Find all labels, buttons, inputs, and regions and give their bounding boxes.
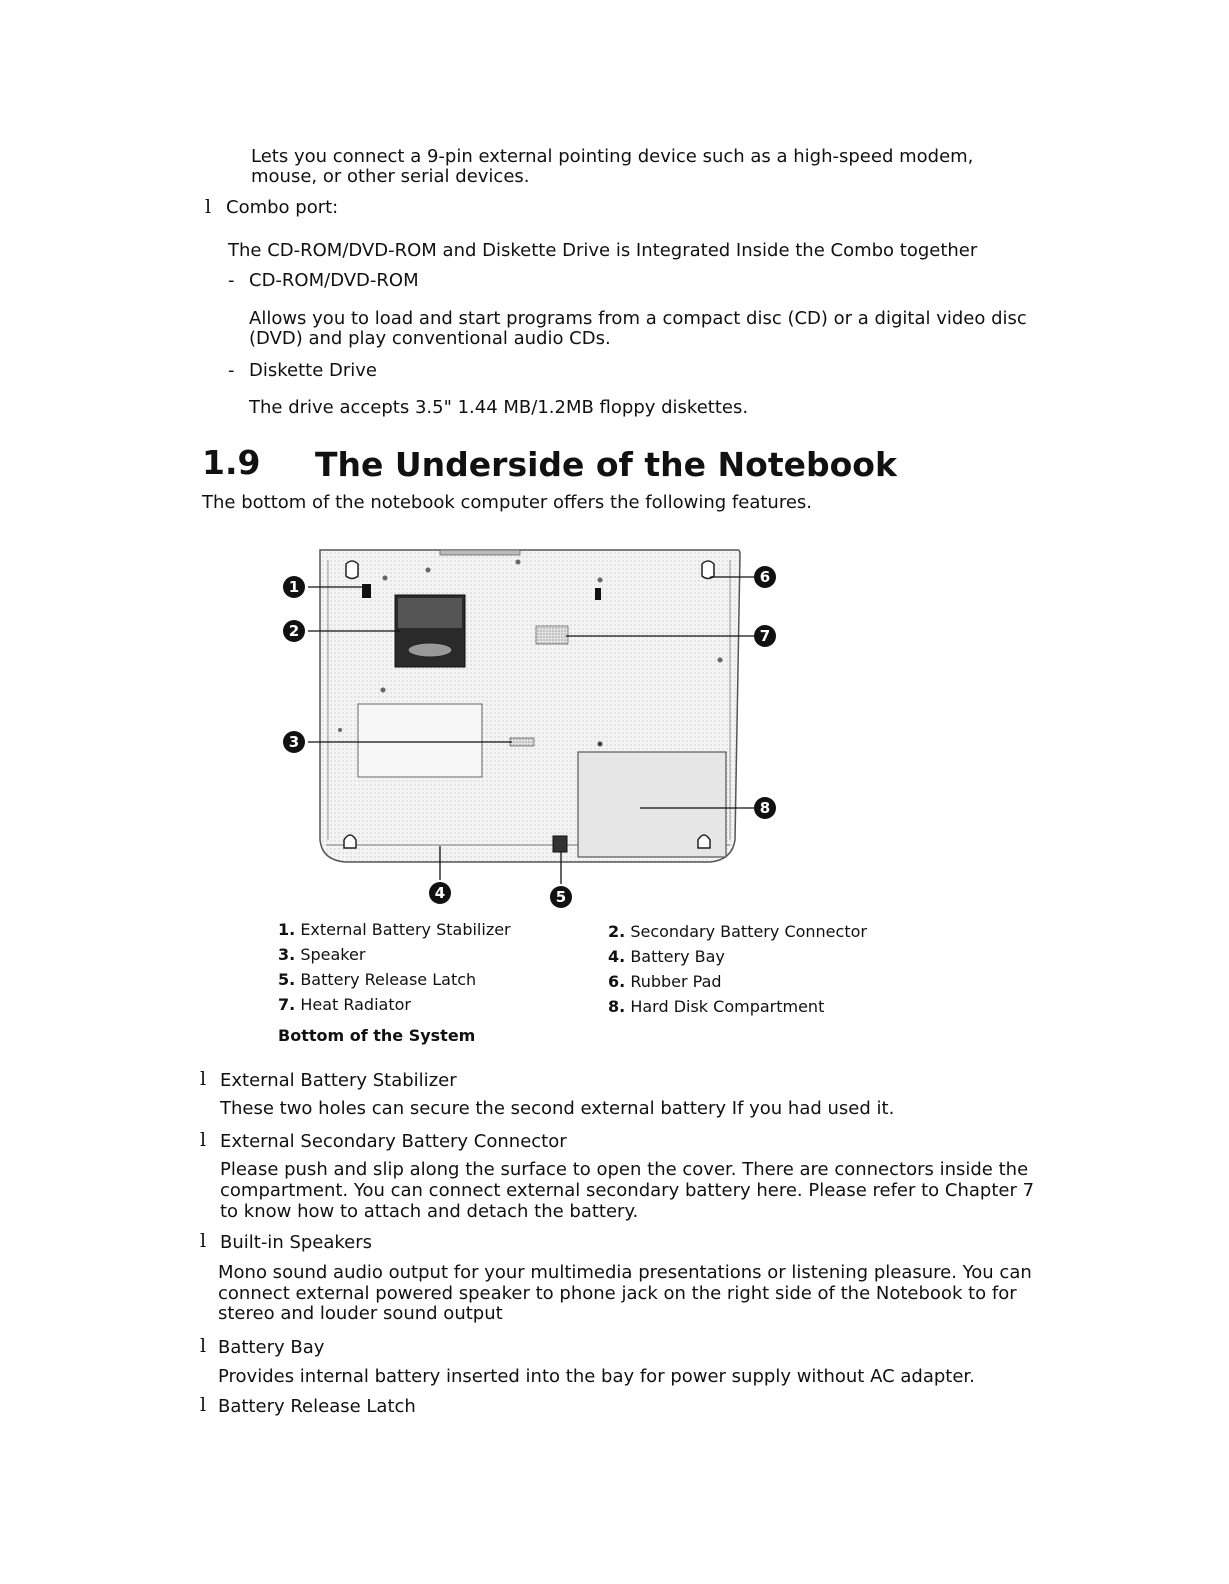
svg-text:4: 4 xyxy=(434,884,446,902)
legend-item-7: 7. Heat Radiator xyxy=(278,995,411,1014)
item-desc-line: to know how to attach and detach the battery. xyxy=(220,1201,639,1222)
marker-7 xyxy=(754,625,776,647)
section-number: 1.9 xyxy=(202,443,261,482)
svg-text:2: 2 xyxy=(288,622,300,640)
cdrom-desc-line1: Allows you to load and start programs from a compact disc (CD) or a digital video disc xyxy=(249,308,1027,329)
serial-desc-line2: mouse, or other serial devices. xyxy=(251,166,530,187)
combo-label: Combo port: xyxy=(226,197,339,218)
figure-caption: Bottom of the System xyxy=(278,1026,476,1045)
marker-1 xyxy=(283,576,305,598)
speaker-grill xyxy=(510,738,534,746)
item-label: External Battery Stabilizer xyxy=(220,1070,457,1091)
combo-intro: The CD-ROM/DVD-ROM and Diskette Drive is Integrated Inside the Combo together xyxy=(228,240,978,261)
svg-text:1: 1 xyxy=(288,578,300,596)
legend-item-2: 2. Secondary Battery Connector xyxy=(608,922,867,941)
section-intro: The bottom of the notebook computer offers the following features. xyxy=(202,492,813,513)
marker-6 xyxy=(754,566,776,588)
bullet-glyph: l xyxy=(200,1129,207,1151)
marker-5 xyxy=(550,886,572,908)
marker-2 xyxy=(283,620,305,642)
svg-text:8: 8 xyxy=(759,799,771,817)
legend-item-8: 8. Hard Disk Compartment xyxy=(608,997,825,1016)
legend-item-3: 3. Speaker xyxy=(278,945,366,964)
heat-radiator-grill xyxy=(536,626,568,644)
section-title: The Underside of the Notebook xyxy=(315,445,897,484)
bullet-glyph: l xyxy=(200,1335,207,1357)
svg-text:3: 3 xyxy=(288,733,300,751)
item-label: Battery Bay xyxy=(218,1337,325,1358)
legend-item-4: 4. Battery Bay xyxy=(608,947,725,966)
item-label: Built-in Speakers xyxy=(220,1232,373,1253)
serial-desc-line1: Lets you connect a 9-pin external pointing device such as a high-speed modem, xyxy=(251,146,974,167)
item-desc-line: Provides internal battery inserted into the bay for power supply without AC adapter. xyxy=(218,1366,975,1387)
svg-text:6: 6 xyxy=(759,568,771,586)
diskette-desc: The drive accepts 3.5" 1.44 MB/1.2MB floppy diskettes. xyxy=(249,397,749,418)
legend-item-1: 1. External Battery Stabilizer xyxy=(278,920,511,939)
item-desc-line: stereo and louder sound output xyxy=(218,1303,503,1324)
legend-item-6: 6. Rubber Pad xyxy=(608,972,722,991)
item-desc-line: connect external powered speaker to phone jack on the right side of the Notebook to for xyxy=(218,1283,1017,1304)
item-desc-line: compartment. You can connect external secondary battery here. Please refer to Chapter 7 xyxy=(220,1180,1035,1201)
diskette-label: Diskette Drive xyxy=(249,360,377,381)
item-desc-line: These two holes can secure the second external battery If you had used it. xyxy=(220,1098,895,1119)
marker-8 xyxy=(754,797,776,819)
marker-3 xyxy=(283,731,305,753)
legend-item-5: 5. Battery Release Latch xyxy=(278,970,477,989)
item-label: Battery Release Latch xyxy=(218,1396,416,1417)
svg-text:7: 7 xyxy=(759,627,771,645)
dash: - xyxy=(228,270,235,291)
cdrom-label: CD-ROM/DVD-ROM xyxy=(249,270,419,291)
dash: - xyxy=(228,360,235,381)
bullet-glyph: l xyxy=(200,1230,207,1252)
bullet-glyph: l xyxy=(200,1068,207,1090)
item-desc-line: Mono sound audio output for your multimedia presentations or listening pleasure. You can xyxy=(218,1262,1032,1283)
item-desc-line: Please push and slip along the surface to open the cover. There are connectors inside the xyxy=(220,1159,1029,1180)
marker-4 xyxy=(429,882,451,904)
bullet-glyph: l xyxy=(205,196,212,218)
item-label: External Secondary Battery Connector xyxy=(220,1131,567,1152)
notebook-underside-illustration xyxy=(270,540,790,920)
cdrom-desc-line2: (DVD) and play conventional audio CDs. xyxy=(249,328,611,349)
svg-text:5: 5 xyxy=(555,888,567,906)
bullet-glyph: l xyxy=(200,1394,207,1416)
